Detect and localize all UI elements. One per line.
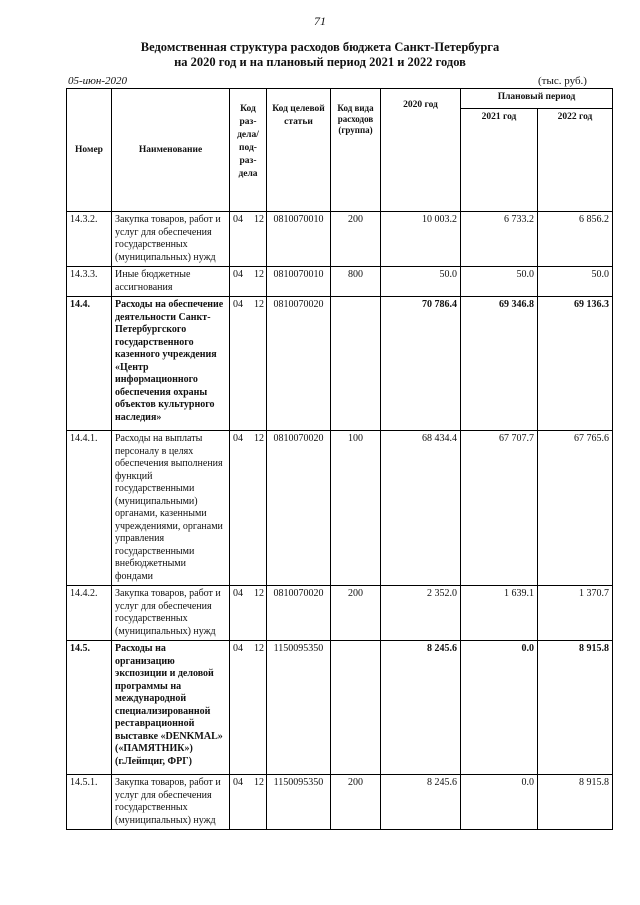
table-row <box>67 431 613 586</box>
row-amount-2021: 0.0 <box>461 641 538 775</box>
units-label: (тыс. руб.) <box>538 75 587 87</box>
row-amount-2021: 1 639.1 <box>461 586 538 641</box>
header-2020: 2020 год <box>381 89 461 212</box>
row-number: 14.4.2. <box>67 586 112 641</box>
header-2021: 2021 год <box>461 109 538 212</box>
row-kind-code: 100 <box>331 431 381 586</box>
row-subsection: 12 <box>246 267 267 297</box>
table-row <box>67 641 613 775</box>
title-line-1: Ведомственная структура расходов бюджета Санкт-Петербурга <box>140 40 500 54</box>
header-2022: 2022 год <box>538 109 613 212</box>
row-kind-code: 200 <box>331 212 381 267</box>
header-number: Номер <box>67 89 112 212</box>
title-line-2: на 2020 год и на плановый период 2021 и 2022 годов <box>174 55 466 69</box>
table-row <box>67 297 613 431</box>
header-section-text: Код раз-дела/ под-раз-дела <box>237 104 259 179</box>
row-name: Иные бюджетные ассигнования <box>112 267 230 297</box>
header-section <box>230 89 267 212</box>
row-amount-2020: 68 434.4 <box>381 431 461 586</box>
header-target: Код целевой статьи <box>267 89 331 212</box>
table-row <box>67 212 613 267</box>
row-target-code: 0810070010 <box>267 212 331 267</box>
budget-table <box>66 88 613 830</box>
row-number: 14.4.1. <box>67 431 112 586</box>
row-amount-2021: 0.0 <box>461 775 538 830</box>
row-kind-code <box>331 641 381 775</box>
row-amount-2020: 70 786.4 <box>381 297 461 431</box>
row-name: Расходы на обеспечение деятельности Санкт-Петербургского государственного казенного учреждения «Центр информационного обеспечения охраны объектов культурного наследия» <box>112 297 230 431</box>
row-amount-2022: 8 915.8 <box>538 775 613 830</box>
row-amount-2022: 69 136.3 <box>538 297 613 431</box>
row-amount-2020: 10 003.2 <box>381 212 461 267</box>
row-amount-2022: 1 370.7 <box>538 586 613 641</box>
row-amount-2021: 50.0 <box>461 267 538 297</box>
row-number: 14.3.2. <box>67 212 112 267</box>
document-title <box>0 40 640 70</box>
row-amount-2020: 8 245.6 <box>381 775 461 830</box>
row-amount-2021: 6 733.2 <box>461 212 538 267</box>
row-target-code: 0810070020 <box>267 431 331 586</box>
header-plan-period: Плановый период <box>461 89 613 109</box>
row-subsection: 12 <box>246 641 267 775</box>
page-number: 71 <box>314 14 326 28</box>
row-section: 04 <box>230 431 246 586</box>
row-name: Закупка товаров, работ и услуг для обеспечения государственных (муниципальных) нужд <box>112 775 230 830</box>
row-section: 04 <box>230 267 246 297</box>
table-row <box>67 775 613 830</box>
row-section: 04 <box>230 586 246 641</box>
row-target-code: 1150095350 <box>267 775 331 830</box>
header-name: Наименование <box>112 89 230 212</box>
row-amount-2022: 6 856.2 <box>538 212 613 267</box>
row-number: 14.5. <box>67 641 112 775</box>
row-name: Расходы на организацию экспозиции и деловой программы на международной специализированной реставрационной выставке «DENKMAL» («ПАМЯТНИК») (г.Лейпциг, ФРГ) <box>112 641 230 775</box>
row-subsection: 12 <box>246 586 267 641</box>
row-kind-code: 800 <box>331 267 381 297</box>
row-amount-2021: 67 707.7 <box>461 431 538 586</box>
row-section: 04 <box>230 297 246 431</box>
row-amount-2021: 69 346.8 <box>461 297 538 431</box>
row-amount-2020: 8 245.6 <box>381 641 461 775</box>
row-target-code: 0810070010 <box>267 267 331 297</box>
row-amount-2020: 50.0 <box>381 267 461 297</box>
row-amount-2022: 50.0 <box>538 267 613 297</box>
row-amount-2022: 67 765.6 <box>538 431 613 586</box>
row-kind-code: 200 <box>331 586 381 641</box>
row-target-code: 1150095350 <box>267 641 331 775</box>
row-section: 04 <box>230 775 246 830</box>
table-row <box>67 267 613 297</box>
row-target-code: 0810070020 <box>267 586 331 641</box>
table-body <box>67 212 613 830</box>
row-subsection: 12 <box>246 775 267 830</box>
row-name: Расходы на выплаты персоналу в целях обеспечения выполнения функций государственными (муниципальными) органами, казенными учреждениями, органами управления государственными внебюджетными фондами <box>112 431 230 586</box>
row-kind-code: 200 <box>331 775 381 830</box>
document-date: 05-июн-2020 <box>68 75 128 87</box>
row-number: 14.5.1. <box>67 775 112 830</box>
row-name: Закупка товаров, работ и услуг для обеспечения государственных (муниципальных) нужд <box>112 212 230 267</box>
row-kind-code <box>331 297 381 431</box>
row-section: 04 <box>230 212 246 267</box>
row-subsection: 12 <box>246 431 267 586</box>
table-row <box>67 586 613 641</box>
row-number: 14.3.3. <box>67 267 112 297</box>
row-section: 04 <box>230 641 246 775</box>
row-amount-2020: 2 352.0 <box>381 586 461 641</box>
row-amount-2022: 8 915.8 <box>538 641 613 775</box>
row-subsection: 12 <box>246 297 267 431</box>
header-kind: Код вида расходов (группа) <box>331 89 381 212</box>
row-name: Закупка товаров, работ и услуг для обеспечения государственных (муниципальных) нужд <box>112 586 230 641</box>
row-target-code: 0810070020 <box>267 297 331 431</box>
row-subsection: 12 <box>246 212 267 267</box>
row-number: 14.4. <box>67 297 112 431</box>
